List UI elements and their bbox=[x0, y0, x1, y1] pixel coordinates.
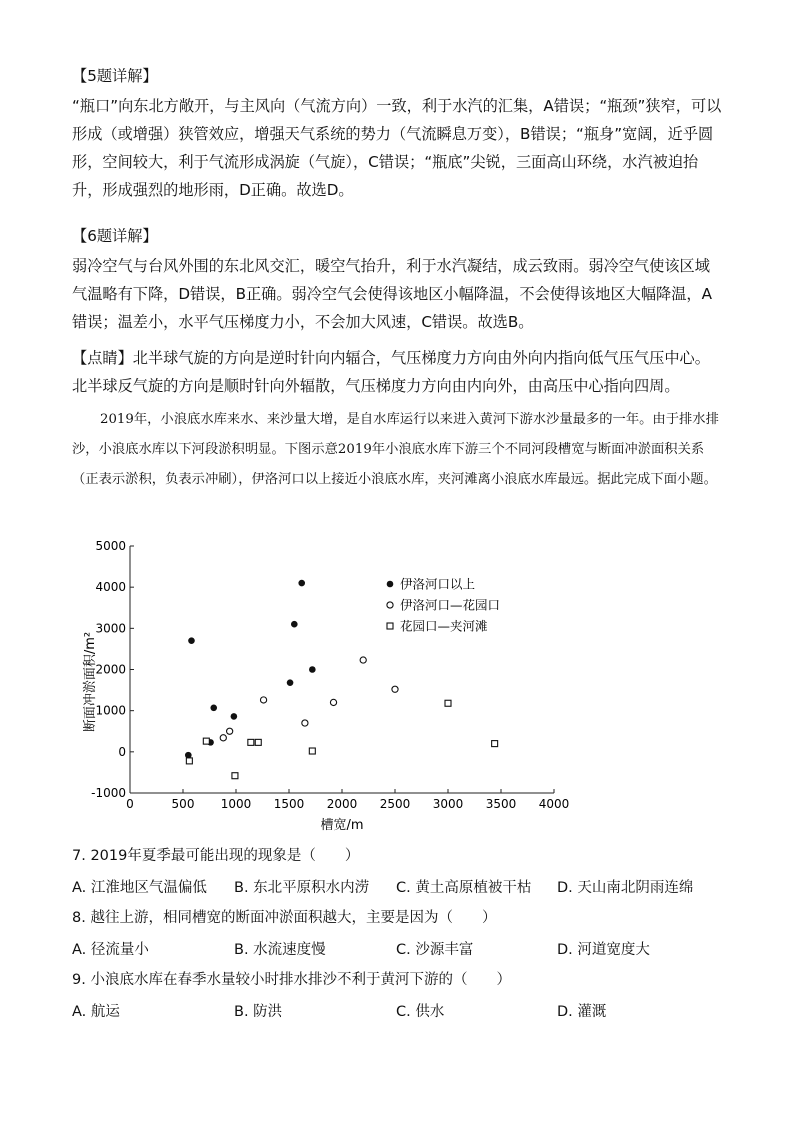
q9-option-b[interactable]: B. 防洪 bbox=[234, 1004, 283, 1020]
legend-marker-3 bbox=[387, 623, 393, 629]
scatter-point-series-2 bbox=[220, 735, 226, 741]
q8-option-a[interactable]: A. 径流量小 bbox=[72, 942, 149, 958]
q8-option-b[interactable]: B. 水流速度慢 bbox=[234, 942, 326, 958]
scatter-point-series-2 bbox=[227, 728, 233, 734]
q8-option-d[interactable]: D. 河道宽度大 bbox=[557, 942, 650, 958]
scatter-point-series-3 bbox=[255, 739, 261, 745]
scatter-point-series-1 bbox=[231, 713, 238, 720]
legend-marker-1 bbox=[387, 581, 394, 588]
x-axis-label: 槽宽/m bbox=[320, 818, 364, 833]
scatter-point-series-2 bbox=[330, 699, 336, 705]
q7-option-b[interactable]: B. 东北平原积水内涝 bbox=[234, 880, 370, 896]
y-tick-label: 5000 bbox=[95, 539, 126, 553]
scatter-point-series-1 bbox=[309, 666, 316, 673]
scatter-point-series-1 bbox=[287, 679, 294, 686]
scatter-point-series-2 bbox=[302, 720, 308, 726]
x-tick-label: 2000 bbox=[326, 797, 358, 811]
note-paragraph bbox=[72, 344, 722, 400]
x-tick-label: 2500 bbox=[379, 797, 411, 811]
scatter-point-series-3 bbox=[492, 741, 498, 747]
x-tick-label: 500 bbox=[171, 797, 195, 811]
q8-option-c[interactable]: C. 沙源丰富 bbox=[396, 942, 474, 958]
scatter-point-series-3 bbox=[203, 738, 209, 744]
y-tick-label: 1000 bbox=[95, 703, 126, 718]
y-tick-label: 2000 bbox=[95, 662, 126, 677]
q7-option-c[interactable]: C. 黄土高原植被干枯 bbox=[396, 880, 532, 896]
legend-label-1: 伊洛河口以上 bbox=[400, 576, 476, 592]
y-tick-label: 3000 bbox=[95, 621, 126, 636]
section6-header: 【6题详解】 bbox=[72, 227, 158, 245]
scatter-point-series-3 bbox=[445, 700, 451, 706]
scatter-chart bbox=[72, 530, 572, 840]
y-tick-label: 0 bbox=[118, 744, 126, 759]
section6-text: 弱冷空气与台风外围的东北风交汇，暖空气抬升，利于水汽凝结，成云致雨。弱冷空气使该区域气温略有下降，D错误，B正确。弱冷空气会使得该地区小幅降温，不会使得该地区大幅降温，A错误；温差小，水平气压梯度力小，不会加大风速，C错误。故选B。 bbox=[72, 257, 713, 331]
scatter-point-series-1 bbox=[291, 621, 298, 628]
scatter-point-series-2 bbox=[392, 686, 398, 692]
q9-option-c[interactable]: C. 供水 bbox=[396, 1004, 445, 1020]
q9-stem: 9. 小浪底水库在春季水量较小时排水排沙不利于黄河下游的（ ） bbox=[72, 972, 511, 988]
legend-label-2: 伊洛河口—花园口 bbox=[400, 597, 501, 613]
x-tick-label: 3000 bbox=[432, 797, 464, 811]
legend-label-3: 花园口—夹河滩 bbox=[400, 618, 488, 634]
q7-option-d[interactable]: D. 天山南北阴雨连绵 bbox=[557, 880, 694, 896]
x-tick-label: 4000 bbox=[538, 797, 570, 811]
y-tick-label: 4000 bbox=[95, 580, 126, 595]
scatter-point-series-1 bbox=[298, 580, 305, 587]
section5-header: 【5题详解】 bbox=[72, 67, 158, 85]
x-tick-label: 0 bbox=[126, 797, 134, 811]
q7-stem: 7. 2019年夏季最可能出现的现象是（ ） bbox=[72, 848, 360, 864]
scatter-point-series-2 bbox=[360, 657, 366, 663]
legend-marker-2 bbox=[387, 602, 393, 608]
x-tick-label: 1000 bbox=[220, 797, 252, 811]
scatter-point-series-3 bbox=[232, 773, 238, 779]
scatter-point-series-3 bbox=[309, 748, 315, 754]
note-label: 【点睛】 bbox=[72, 349, 133, 367]
scatter-point-series-1 bbox=[188, 637, 195, 644]
scatter-point-series-1 bbox=[210, 704, 217, 711]
scatter-point-series-3 bbox=[186, 758, 192, 764]
x-tick-label: 1500 bbox=[273, 797, 305, 811]
q9-option-d[interactable]: D. 灌溉 bbox=[557, 1004, 607, 1020]
x-tick-label: 3500 bbox=[485, 797, 517, 811]
y-axis-label: 断面冲淤面积/m² bbox=[83, 631, 98, 733]
y-tick-label: -1000 bbox=[91, 786, 126, 800]
section5-text: “瓶口”向东北方敞开，与主风向（气流方向）一致，利于水汽的汇集，A错误；“瓶颈”狭窄，可以形成（或增强）狭管效应，增强天气系统的势力（气流瞬息万变），B错误；“瓶身”宽阔，近乎圆形，空间较大，利于气流形成涡旋（气旋），C错误；“瓶底”尖锐，三面高山环绕，水汽被迫抬升，形成强烈的地形雨，D正确。故选D。 bbox=[72, 97, 722, 199]
scatter-point-series-3 bbox=[248, 739, 254, 745]
scatter-point-series-2 bbox=[260, 697, 266, 703]
q8-stem: 8. 越往上游，相同槽宽的断面冲淤面积越大，主要是因为（ ） bbox=[72, 910, 497, 926]
q7-option-a[interactable]: A. 江淮地区气温偏低 bbox=[72, 880, 207, 896]
intro-paragraph: 2019年，小浪底水库来水、来沙量大增，是自水库运行以来进入黄河下游水沙量最多的一年。由于排水排沙，小浪底水库以下河段淤积明显。下图示意2019年小浪底水库下游三个不同河段槽宽与断面冲淤面积关系（正表示淤积，负表示冲刷），伊洛河口以上接近小浪底水库，夹河滩离小浪底水库最远。据此完成下面小题。 bbox=[72, 412, 719, 487]
q9-option-a[interactable]: A. 航运 bbox=[72, 1004, 120, 1020]
note-text: 北半球气旋的方向是逆时针向内辐合，气压梯度力方向由外向内指向低气压气压中心。北半球反气旋的方向是顺时针向外辐散，气压梯度力方向由内向外，由高压中心指向四周。 bbox=[72, 349, 710, 395]
